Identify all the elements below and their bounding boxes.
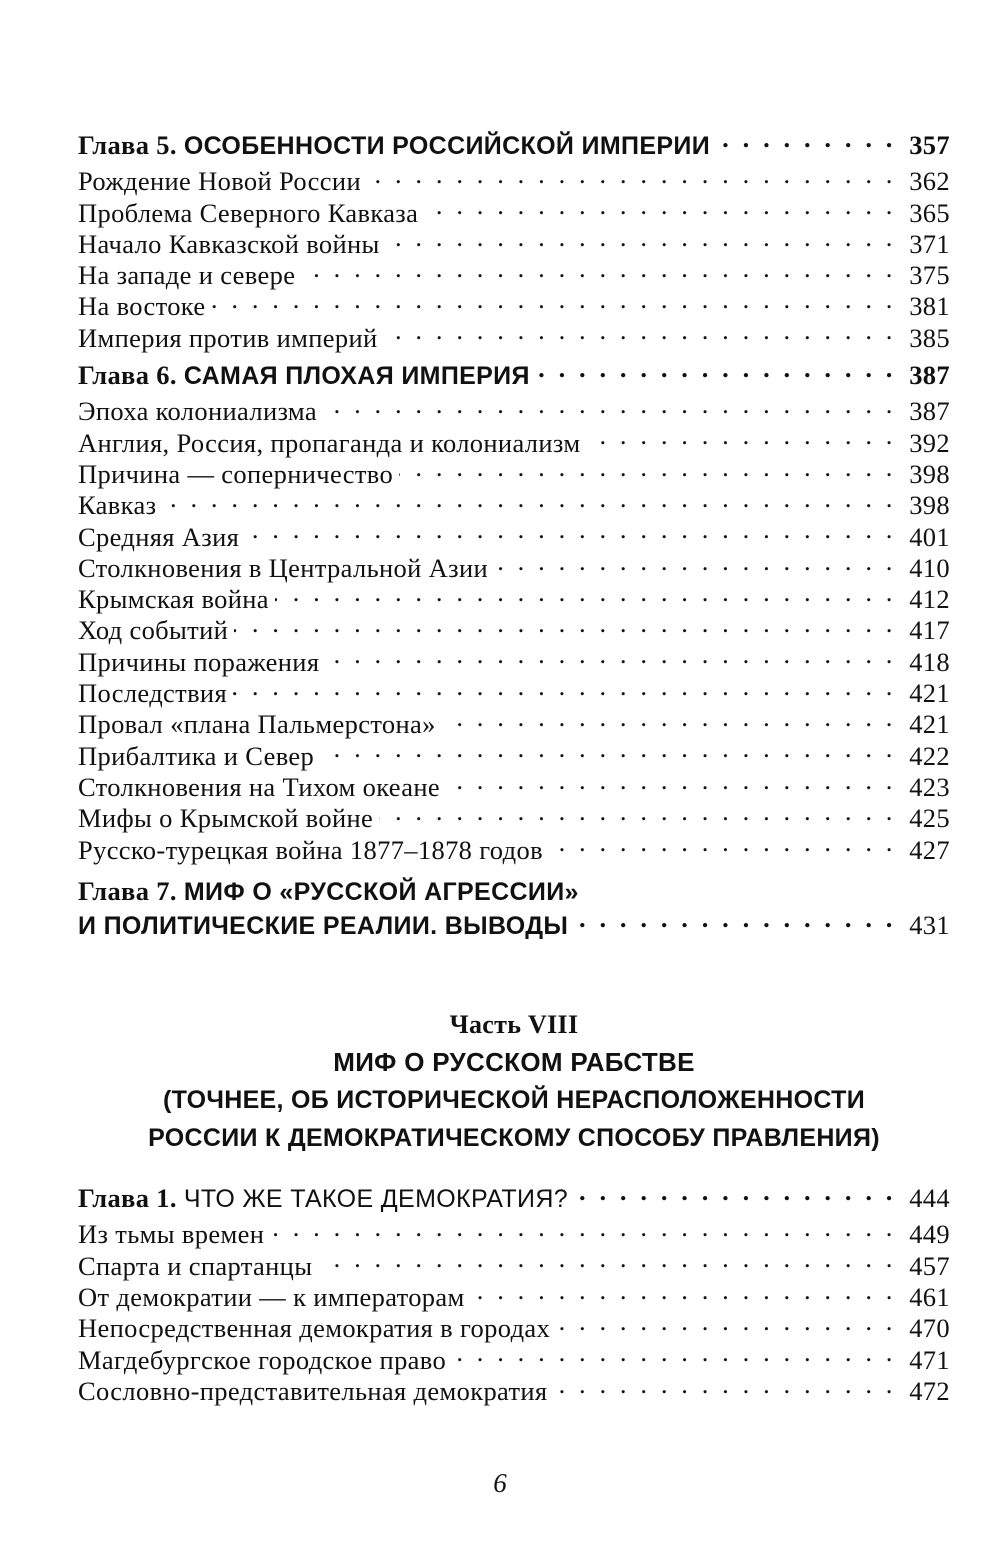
entry-title: Непосредственная демократия в городах (78, 1313, 551, 1344)
page-number: 425 (909, 803, 950, 834)
dot-leader (549, 833, 896, 859)
toc-entry (78, 582, 950, 613)
page-number: 417 (909, 615, 950, 646)
entry-title: Начало Кавказской войны (78, 228, 380, 259)
chapter-prefix: Глава 5. (78, 130, 177, 160)
toc-entry (78, 707, 950, 738)
dot-leader (471, 1280, 896, 1306)
page-number: 365 (909, 197, 950, 228)
toc-entry (78, 645, 950, 676)
entry-title: Русско-турецкая война 1877–1878 годов (78, 834, 543, 865)
toc-entry (78, 227, 950, 258)
dot-leader (320, 739, 896, 765)
entry-title: Прибалтика и Север (78, 740, 315, 771)
dot-leader (424, 196, 896, 222)
toc-entry (78, 289, 950, 320)
toc-entry (78, 1249, 950, 1280)
dot-leader (270, 1217, 896, 1243)
dot-leader (325, 645, 896, 671)
entry-title: На западе и севере (78, 260, 296, 291)
toc-entry (78, 1280, 950, 1311)
toc-chapter-6 (78, 358, 950, 389)
entry-title: Проблема Северного Кавказа (78, 197, 419, 228)
entry-title: Столкновения на Тихом океане (78, 771, 440, 802)
toc-chapter-7 (78, 874, 950, 939)
toc-entry (78, 394, 950, 425)
dot-leader (323, 394, 896, 420)
entry-title: На востоке (78, 291, 206, 322)
page-number: 398 (909, 458, 950, 489)
chapter-6-entries (78, 394, 950, 863)
toc-entry (78, 551, 950, 582)
dot-leader (234, 613, 896, 639)
entry-title: Сословно-представительная демократия (78, 1375, 548, 1406)
dot-leader (275, 582, 896, 608)
entry-title: Кавказ (78, 490, 157, 521)
dot-leader (245, 520, 896, 546)
entry-title: Ход событий (78, 615, 229, 646)
dot-leader (233, 676, 896, 702)
page-number: 457 (909, 1250, 950, 1281)
dot-leader (442, 707, 896, 733)
dot-leader (574, 1181, 896, 1207)
page-number: 472 (909, 1375, 950, 1406)
dot-leader (586, 426, 896, 452)
toc-entry (78, 164, 950, 195)
page-number: 421 (909, 709, 950, 740)
chapter-title: САМАЯ ПЛОХАЯ ИМПЕРИЯ (183, 362, 530, 391)
toc-entry (78, 739, 950, 770)
entry-title: От демократии — к императорам (78, 1282, 465, 1313)
page-number: 375 (909, 260, 950, 291)
entry-title: Из тьмы времен (78, 1219, 265, 1250)
dot-leader (446, 770, 896, 796)
chapter-title: ЧТО ЖЕ ТАКОЕ ДЕМОКРАТИЯ? (183, 1185, 568, 1214)
page-number: 398 (909, 490, 950, 521)
dot-leader (494, 551, 896, 577)
dot-leader (212, 289, 897, 315)
chapter-prefix: Глава 1. (78, 1183, 177, 1214)
page-number: 471 (909, 1344, 950, 1375)
toc-entry (78, 196, 950, 227)
toc-entry (78, 770, 950, 801)
entry-title: Спарта и спартанцы (78, 1250, 313, 1281)
page-number: 427 (909, 834, 950, 865)
page-number: 371 (909, 228, 950, 259)
entry-title: Столкновения в Центральной Азии (78, 552, 489, 583)
dot-leader (384, 321, 896, 347)
toc-entry (78, 258, 950, 289)
dot-leader (399, 457, 896, 483)
entry-title: Мифы о Крымской войне (78, 803, 374, 834)
page-number: 412 (909, 584, 950, 615)
toc-entry (78, 613, 950, 644)
toc-entry (78, 1374, 950, 1405)
entry-title: Империя против империй (78, 322, 378, 353)
dot-leader (716, 128, 896, 154)
toc-entry (78, 1217, 950, 1248)
page-number: 392 (909, 427, 950, 458)
page-number: 362 (909, 166, 950, 197)
page-number: 431 (909, 909, 950, 940)
dot-leader (367, 164, 896, 190)
page-number: 385 (909, 322, 950, 353)
dot-leader (301, 258, 896, 284)
page-number: 421 (909, 678, 950, 709)
entry-title: Эпоха колониализма (78, 396, 317, 427)
toc-part-8-chapter-1 (78, 1181, 950, 1212)
dot-leader (318, 1249, 896, 1275)
page-number: 449 (909, 1219, 950, 1250)
part-number: Часть VIII (449, 1010, 579, 1040)
page-number: 461 (909, 1282, 950, 1313)
dot-leader (553, 1374, 896, 1400)
dot-leader (574, 908, 896, 934)
toc-entry (78, 801, 950, 832)
chapter-prefix: Глава 6. (78, 360, 177, 391)
part-8-chapter-1-entries (78, 1217, 950, 1405)
page-number: 418 (909, 646, 950, 677)
toc-entry (78, 520, 950, 551)
chapter-5-entries (78, 164, 950, 352)
toc-entry (78, 833, 950, 864)
entry-title: Средняя Азия (78, 521, 240, 552)
page-number: 470 (909, 1313, 950, 1344)
entry-title: Последствия (78, 678, 228, 709)
dot-leader (386, 227, 896, 253)
page-number: 401 (909, 521, 950, 552)
table-of-contents (78, 128, 950, 1405)
entry-title: Причина — соперничество (78, 458, 394, 489)
toc-entry (78, 1311, 950, 1342)
chapter-title: ОСОБЕННОСТИ РОССИЙСКОЙ ИМПЕРИИ (183, 132, 711, 160)
dot-leader (452, 1343, 896, 1369)
toc-entry (78, 488, 950, 519)
toc-entry (78, 676, 950, 707)
entry-title: Англия, Россия, пропаганда и колониализм (78, 427, 581, 458)
entry-title: Провал «плана Пальмерстона» (78, 709, 436, 740)
page-number: 387 (909, 360, 950, 391)
page-number: 444 (909, 1183, 950, 1214)
chapter-title-line-2: И ПОЛИТИЧЕСКИЕ РЕАЛИИ. ВЫВОДЫ (78, 911, 569, 940)
part-title: МИФ О РУССКОМ РАБСТВЕ (333, 1047, 695, 1078)
page-number: 410 (909, 552, 950, 583)
dot-leader (536, 358, 896, 384)
toc-entry (78, 426, 950, 457)
page-footer-number: 6 (493, 1468, 507, 1498)
entry-title: Магдебургское городское право (78, 1344, 447, 1375)
dot-leader (379, 801, 896, 827)
dot-leader (162, 488, 896, 514)
toc-chapter-5 (78, 128, 950, 159)
page-number: 422 (909, 740, 950, 771)
entry-title: Причины поражения (78, 646, 320, 677)
page-number: 381 (909, 291, 950, 322)
dot-leader (556, 1311, 896, 1337)
page-number: 423 (909, 771, 950, 802)
part-heading (78, 1007, 950, 1157)
toc-entry (78, 1343, 950, 1374)
part-subtitle-line-1: (ТОЧНЕЕ, ОБ ИСТОРИЧЕСКОЙ НЕРАСПОЛОЖЕННОСТИ (163, 1086, 865, 1115)
toc-entry (78, 321, 950, 352)
page-number: 387 (909, 396, 950, 427)
entry-title: Рождение Новой России (78, 166, 361, 197)
chapter-title-line-1: МИФ О «РУССКОЙ АГРЕССИИ» (183, 877, 579, 906)
entry-title: Крымская война (78, 584, 269, 615)
part-subtitle-line-2: РОССИИ К ДЕМОКРАТИЧЕСКОМУ СПОСОБУ ПРАВЛЕНИЯ) (148, 1124, 880, 1153)
toc-entry (78, 457, 950, 488)
page-number: 357 (909, 130, 950, 160)
chapter-prefix: Глава 7. (78, 875, 177, 906)
